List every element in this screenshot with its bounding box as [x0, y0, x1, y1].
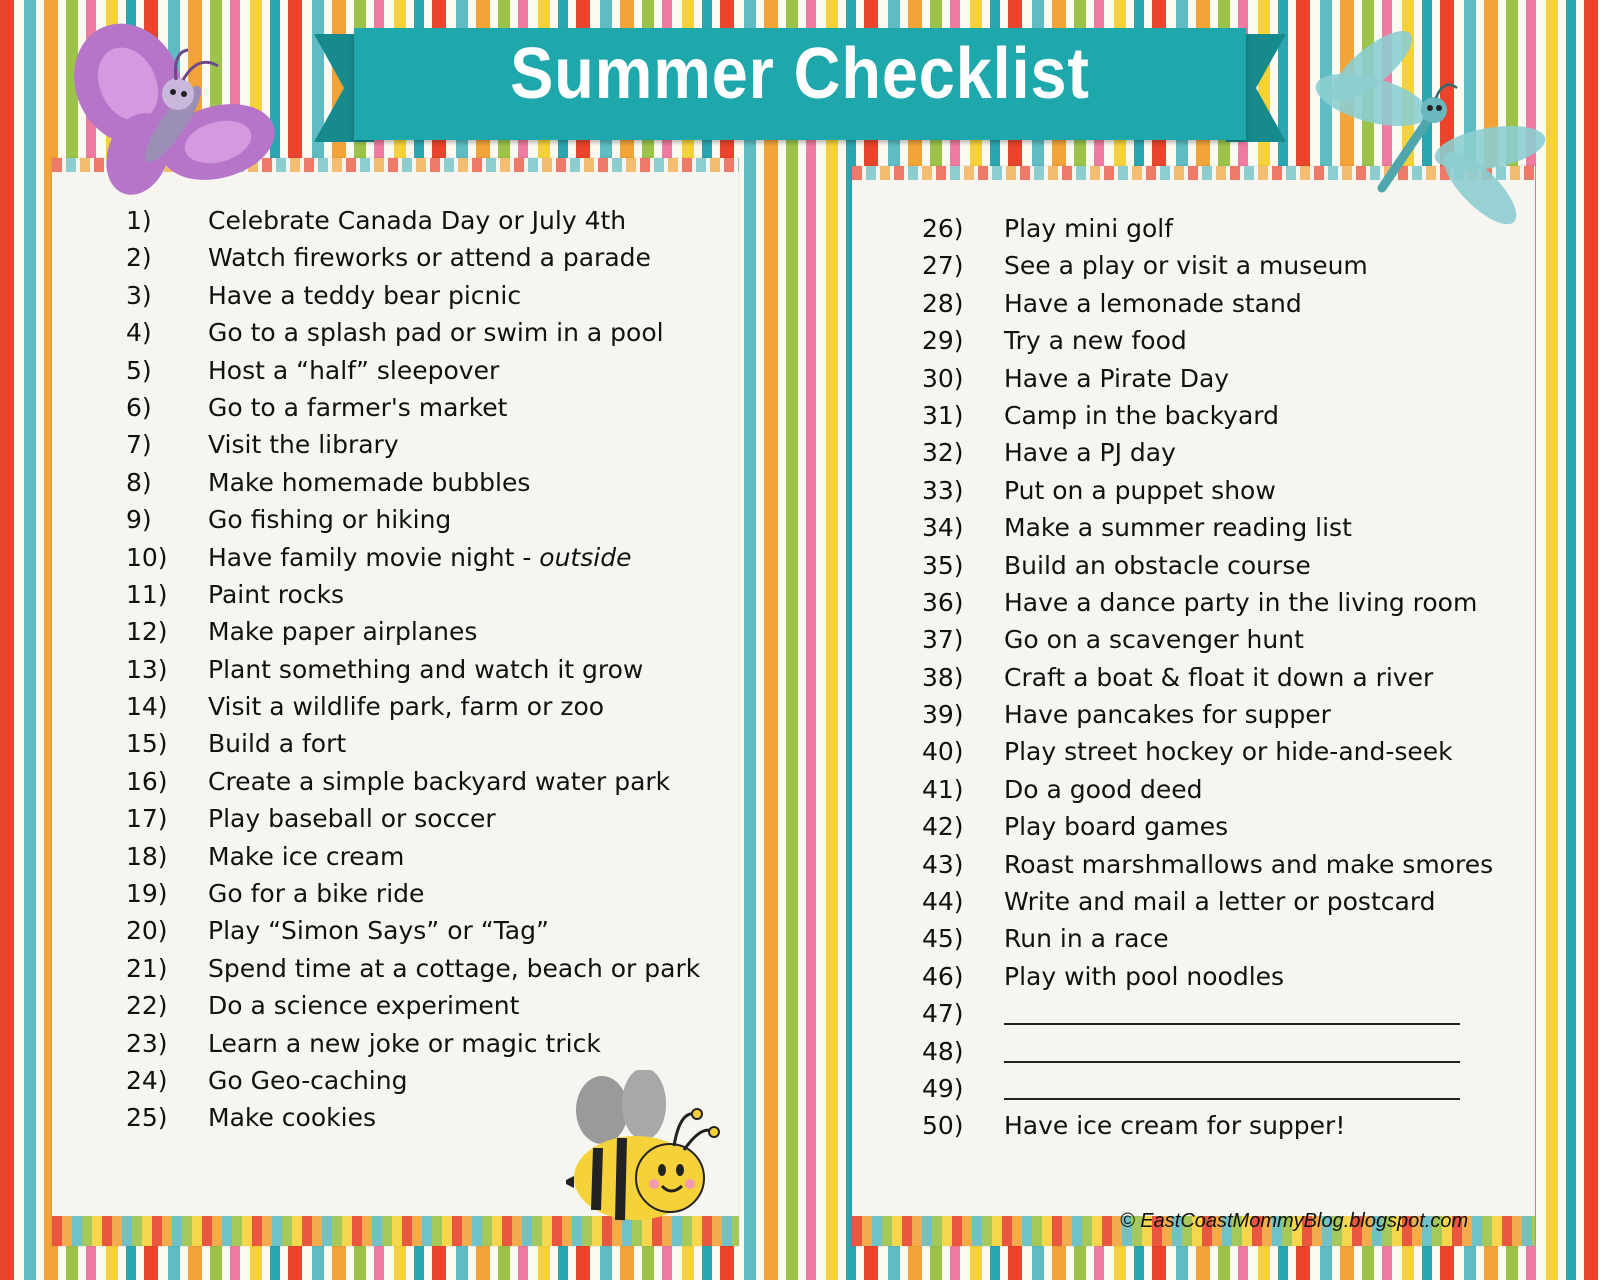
item-text — [1004, 434, 1176, 471]
item-number: 48) — [922, 1036, 964, 1066]
checklist-item — [126, 1099, 726, 1136]
item-number: 27) — [922, 251, 964, 281]
item-label: Build an obstacle course — [1004, 550, 1311, 580]
item-number: 19) — [126, 879, 168, 909]
item-label: Go Geo-caching — [208, 1065, 408, 1095]
checklist-item — [922, 883, 1522, 920]
item-label: Make a summer reading list — [1004, 513, 1352, 543]
checklist-right — [922, 210, 1522, 1145]
item-number: 8) — [126, 467, 152, 497]
checklist-item — [922, 920, 1522, 957]
item-text — [1004, 397, 1279, 434]
item-number: 38) — [922, 662, 964, 692]
item-text — [1004, 958, 1284, 995]
checklist-item — [126, 576, 726, 613]
item-number: 23) — [126, 1028, 168, 1058]
checklist-item — [126, 464, 726, 501]
item-text — [1004, 509, 1352, 546]
item-number: 12) — [126, 617, 168, 647]
item-label: Play street hockey or hide-and-seek — [1004, 737, 1453, 767]
item-text — [1004, 846, 1493, 883]
checklist-item — [922, 509, 1522, 546]
item-label: Make paper airplanes — [208, 617, 478, 647]
item-number: 44) — [922, 887, 964, 917]
item-label: Have a Pirate Day — [1004, 363, 1230, 393]
item-number: 16) — [126, 766, 168, 796]
checklist-item — [126, 800, 726, 837]
item-text — [208, 950, 700, 987]
item-label: Paint rocks — [208, 579, 345, 609]
item-text — [1004, 584, 1477, 621]
item-emphasis: outside — [539, 542, 632, 572]
checklist-item — [126, 875, 726, 912]
item-text — [208, 202, 626, 239]
item-number: 34) — [922, 513, 964, 543]
checklist-item — [126, 202, 726, 239]
item-text — [208, 763, 670, 800]
item-text — [1004, 322, 1187, 359]
item-text — [208, 501, 451, 538]
checklist-item — [126, 314, 726, 351]
item-label: Visit the library — [208, 430, 399, 460]
checklist-item — [922, 696, 1522, 733]
checklist-item — [922, 210, 1522, 247]
item-number: 36) — [922, 587, 964, 617]
checklist-item — [922, 434, 1522, 471]
item-text — [208, 389, 507, 426]
copyright-credit: © EastCoastMommyBlog.blogspot.com — [1120, 1210, 1469, 1232]
checklist-item — [922, 397, 1522, 434]
item-text — [208, 613, 477, 650]
item-label: Create a simple backyard water park — [208, 766, 671, 796]
item-label: Go to a farmer's market — [208, 392, 508, 422]
item-text — [1004, 771, 1203, 808]
item-number: 14) — [126, 692, 168, 722]
item-text — [1004, 883, 1436, 920]
item-label: Do a good deed — [1004, 774, 1203, 804]
item-label: Plant something and watch it grow — [208, 654, 644, 684]
item-number: 50) — [922, 1111, 964, 1141]
item-number: 21) — [126, 953, 168, 983]
item-text — [208, 725, 346, 762]
checklist-item — [922, 285, 1522, 322]
checklist-item — [126, 763, 726, 800]
item-number: 41) — [922, 774, 964, 804]
item-number: 47) — [922, 999, 964, 1029]
item-number: 33) — [922, 475, 964, 505]
blank-entry-line[interactable] — [1004, 1098, 1460, 1100]
item-text — [208, 239, 651, 276]
checklist-item — [126, 239, 726, 276]
item-number: 37) — [922, 625, 964, 655]
checklist-item — [126, 651, 726, 688]
item-label: Try a new food — [1004, 326, 1187, 356]
checklist-item — [922, 621, 1522, 658]
item-label: Celebrate Canada Day or July 4th — [208, 206, 627, 235]
item-number: 13) — [126, 654, 168, 684]
checklist-item — [126, 352, 726, 389]
item-text — [1004, 659, 1433, 696]
checklist-item — [126, 1025, 726, 1062]
item-text — [208, 352, 499, 389]
item-label: Build a fort — [208, 729, 347, 759]
item-label: Write and mail a letter or postcard — [1004, 887, 1436, 917]
item-label: Do a science experiment — [208, 991, 520, 1021]
page-title: Summer Checklist — [510, 34, 1090, 114]
item-label: Roast marshmallows and make smores — [1004, 849, 1494, 879]
item-text — [208, 277, 521, 314]
item-text — [1004, 360, 1229, 397]
item-text — [1004, 621, 1304, 658]
checklist-item — [126, 501, 726, 538]
item-text — [208, 912, 549, 949]
item-number: 1) — [126, 206, 152, 235]
checklist-item — [126, 725, 726, 762]
item-number: 35) — [922, 550, 964, 580]
checklist-item — [922, 771, 1522, 808]
item-label: Put on a puppet show — [1004, 475, 1276, 505]
item-text — [1004, 808, 1228, 845]
checklist-item — [126, 613, 726, 650]
item-text — [208, 1025, 601, 1062]
item-text — [208, 838, 404, 875]
item-label: Watch fireworks or attend a parade — [208, 243, 651, 273]
item-text — [208, 539, 631, 576]
item-text — [208, 1099, 376, 1136]
item-number: 43) — [922, 849, 964, 879]
item-number: 24) — [126, 1065, 168, 1095]
item-number: 10) — [126, 542, 168, 572]
item-number: 30) — [922, 363, 964, 393]
checklist-item — [922, 584, 1522, 621]
item-text — [1004, 733, 1453, 770]
item-number: 22) — [126, 991, 168, 1021]
item-number: 2) — [126, 243, 152, 273]
item-label: Make homemade bubbles — [208, 467, 531, 497]
checklist-item — [922, 1070, 1522, 1107]
checklist-item — [126, 688, 726, 725]
item-text — [208, 651, 643, 688]
checklist-item — [126, 987, 726, 1024]
item-text — [208, 1062, 407, 1099]
item-label: Camp in the backyard — [1004, 400, 1279, 430]
item-label: Craft a boat & float it down a river — [1004, 662, 1434, 692]
checklist-item — [922, 846, 1522, 883]
checklist-item — [922, 472, 1522, 509]
checklist-item — [126, 389, 726, 426]
item-number: 39) — [922, 700, 964, 730]
item-text — [1004, 247, 1368, 284]
item-number: 40) — [922, 737, 964, 767]
checklist-item — [126, 912, 726, 949]
item-number: 17) — [126, 804, 168, 834]
checklist-item — [126, 277, 726, 314]
item-label: Have a dance party in the living room — [1004, 587, 1478, 617]
title-banner — [314, 20, 1286, 148]
item-label: Go for a bike ride — [208, 879, 425, 909]
item-label: Play board games — [1004, 812, 1229, 842]
item-number: 26) — [922, 214, 964, 243]
item-text — [208, 987, 519, 1024]
item-text — [208, 314, 664, 351]
item-text — [208, 800, 496, 837]
item-number: 45) — [922, 924, 964, 954]
item-number: 32) — [922, 438, 964, 468]
item-number: 49) — [922, 1073, 964, 1103]
item-number: 28) — [922, 288, 964, 318]
item-number: 4) — [126, 318, 152, 348]
checklist-item — [922, 659, 1522, 696]
item-text — [1004, 920, 1169, 957]
item-label: See a play or visit a museum — [1004, 251, 1368, 281]
checklist-item — [126, 950, 726, 987]
blank-entry-line[interactable] — [1004, 1023, 1460, 1025]
item-number: 42) — [922, 812, 964, 842]
item-number: 6) — [126, 392, 152, 422]
item-text — [1004, 547, 1311, 584]
checklist-item — [922, 808, 1522, 845]
item-number: 20) — [126, 916, 168, 946]
item-text — [1004, 696, 1331, 733]
item-label: Play “Simon Says” or “Tag” — [208, 916, 549, 946]
checklist-item — [922, 995, 1522, 1032]
item-label: Play mini golf — [1004, 214, 1174, 243]
item-label: Go to a splash pad or swim in a pool — [208, 318, 664, 348]
item-number: 11) — [126, 579, 168, 609]
item-label: Have a teddy bear picnic — [208, 280, 522, 310]
item-text — [208, 688, 604, 725]
checklist-item — [126, 1062, 726, 1099]
item-text — [1004, 210, 1173, 247]
checklist-item — [922, 733, 1522, 770]
item-label: Make cookies — [208, 1103, 376, 1133]
dragonfly-icon — [1312, 28, 1550, 224]
item-number: 7) — [126, 430, 152, 460]
item-number: 15) — [126, 729, 168, 759]
item-label: Have a lemonade stand — [1004, 288, 1302, 318]
butterfly-icon — [58, 14, 278, 222]
item-number: 3) — [126, 280, 152, 310]
item-number: 46) — [922, 961, 964, 991]
checklist-item — [126, 539, 726, 576]
item-text — [1004, 1107, 1345, 1144]
checklist-item — [922, 1107, 1522, 1144]
item-number: 5) — [126, 355, 152, 385]
item-label: Play with pool noodles — [1004, 961, 1285, 991]
item-label: Learn a new joke or magic trick — [208, 1028, 601, 1058]
item-text — [1004, 285, 1302, 322]
item-label: Have a PJ day — [1004, 438, 1176, 468]
item-number: 18) — [126, 841, 168, 871]
item-text — [1004, 472, 1276, 509]
item-label: Host a “half” sleepover — [208, 355, 500, 385]
item-label: Play baseball or soccer — [208, 804, 496, 834]
item-label: Have ice cream for supper! — [1004, 1111, 1346, 1141]
item-text — [208, 875, 424, 912]
checklist-item — [922, 360, 1522, 397]
item-label: Have family movie night - — [208, 542, 540, 572]
item-text — [208, 426, 399, 463]
checklist-item — [126, 838, 726, 875]
item-number: 31) — [922, 400, 964, 430]
item-label: Spend time at a cottage, beach or park — [208, 953, 701, 983]
checklist-item — [922, 958, 1522, 995]
item-label: Go fishing or hiking — [208, 505, 452, 535]
item-label: Visit a wildlife park, farm or zoo — [208, 692, 605, 722]
checklist-item — [126, 426, 726, 463]
checklist-item — [922, 247, 1522, 284]
item-number: 9) — [126, 505, 152, 535]
checklist-item — [922, 547, 1522, 584]
item-label: Run in a race — [1004, 924, 1169, 954]
item-number: 29) — [922, 326, 964, 356]
checklist-item — [922, 322, 1522, 359]
checklist-item — [922, 1033, 1522, 1070]
item-label: Go on a scavenger hunt — [1004, 625, 1304, 655]
item-text — [208, 464, 530, 501]
item-number: 25) — [126, 1103, 168, 1133]
item-label: Have pancakes for supper — [1004, 700, 1331, 730]
checklist-left — [126, 202, 726, 1137]
item-label: Make ice cream — [208, 841, 405, 871]
blank-entry-line[interactable] — [1004, 1061, 1460, 1063]
item-text — [208, 576, 344, 613]
